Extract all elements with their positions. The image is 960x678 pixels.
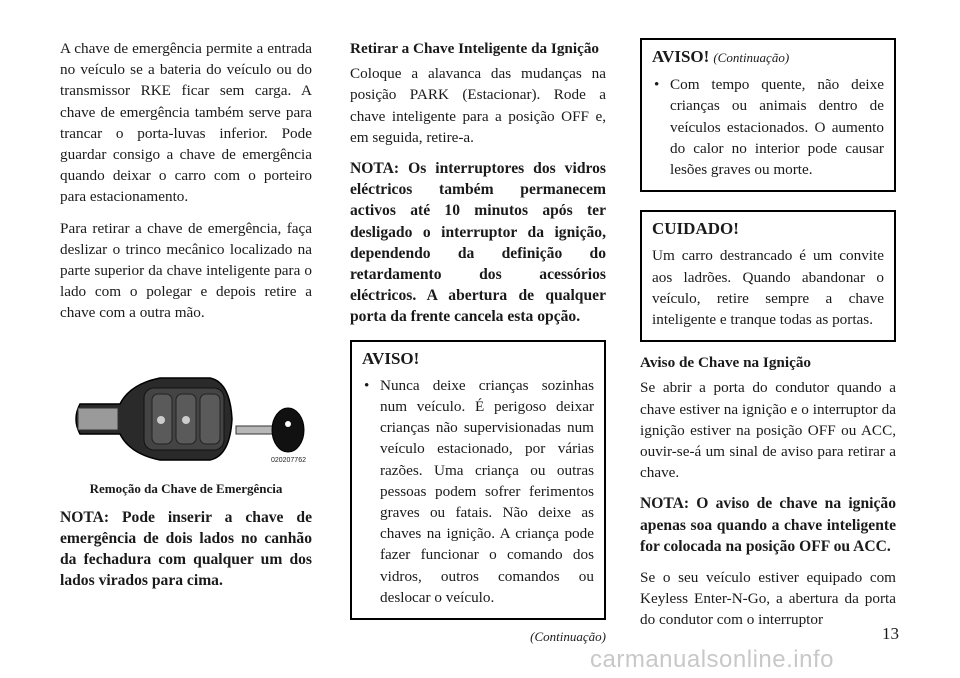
watermark: carmanualsonline.info (590, 646, 834, 673)
list-item: • Com tempo quente, não deixe crianças ou animais dentro de veículos estacionados. O aumento do calor no interior pode causar lesões graves ou morte. (652, 74, 884, 180)
caution-box (640, 210, 896, 342)
figure-code: 020207762 (270, 457, 306, 465)
continued-label: (Continuação) (530, 629, 606, 645)
warning-box (350, 340, 606, 620)
key-removal-figure (60, 364, 312, 474)
note: NOTA: O aviso de chave na ignição apenas soa quando a chave inteligente for colocada na posição OFF ou ACC. (640, 495, 896, 555)
figure-caption: Remoção da Chave de Emergência (89, 480, 283, 496)
note: NOTA: Pode inserir a chave de emergência de dois lados no canhão da fechadura com qualquer um dos lados virados para cima. (60, 508, 312, 590)
warning-list (652, 74, 884, 180)
warning-title (652, 46, 884, 68)
warning-list (362, 375, 594, 608)
list-item: • Nunca deixe crianças sozinhas num veículo. É perigoso deixar crianças não supervisionadas num veículo estacionado, por várias razões. Uma criança ou outras pessoas podem sofrer ferimentos graves ou fatais. Não deixe as chaves na ignição. A criança pode fazer funcionar o comando dos vidros, outros comandos ou deslocar o veículo. (362, 375, 594, 608)
column-left (60, 38, 312, 602)
paragraph: Se o seu veículo estiver equipado com Keyless Enter-N-Go, a abertura da porta do condutor com o interruptor (640, 569, 896, 629)
continued-label: (Continuação) (713, 50, 790, 65)
warning-title-text: AVISO! (652, 47, 710, 66)
caution-title: CUIDADO! (652, 219, 739, 239)
paragraph: Se abrir a porta do condutor quando a chave estiver na ignição e o interruptor da ignição estiver na posição OFF ou ACC, ouvir-se-á um sinal de aviso para retirar a chave. (640, 379, 896, 482)
section-heading: Aviso de Chave na Ignição (640, 354, 812, 372)
warning-box-continued (640, 38, 896, 192)
paragraph: Coloque a alavanca das mudanças na posição PARK (Estacionar). Rode a chave inteligente para a posição OFF e, em seguida, retire-a. (350, 65, 606, 146)
paragraph: A chave de emergência permite a entrada no veículo se a bateria do veículo ou do transmissor RKE ficar sem carga. A chave de emergência também serve para trancar o porta-luvas inferior. Pode guardar consigo a chave de emergência quando deixar o carro com o porteiro para estacionamento. (60, 40, 312, 206)
warning-title: AVISO! (362, 348, 420, 368)
page-number: 13 (882, 624, 899, 643)
column-middle (350, 38, 606, 647)
note: NOTA: Os interruptores dos vidros eléctricos também permanecem activos até 10 minutos após ter desligado o interruptor da ignição, dependendo da definição do retardamento dos acessórios eléctricos. A abertura de qualquer porta da frente cancela esta opção. (350, 160, 606, 326)
column-right (640, 38, 896, 641)
paragraph: Para retirar a chave de emergência, faça deslizar o trinco mecânico localizado na parte superior da chave inteligente para o lado com o polegar e depois retire a chave com a outra mão. (60, 219, 312, 322)
section-heading: Retirar a Chave Inteligente da Ignição (350, 40, 600, 57)
caution-text: Um carro destrancado é um convite aos ladrões. Quando abandonar o veículo, retire sempre a chave inteligente e tranque todas as portas. (652, 247, 884, 329)
